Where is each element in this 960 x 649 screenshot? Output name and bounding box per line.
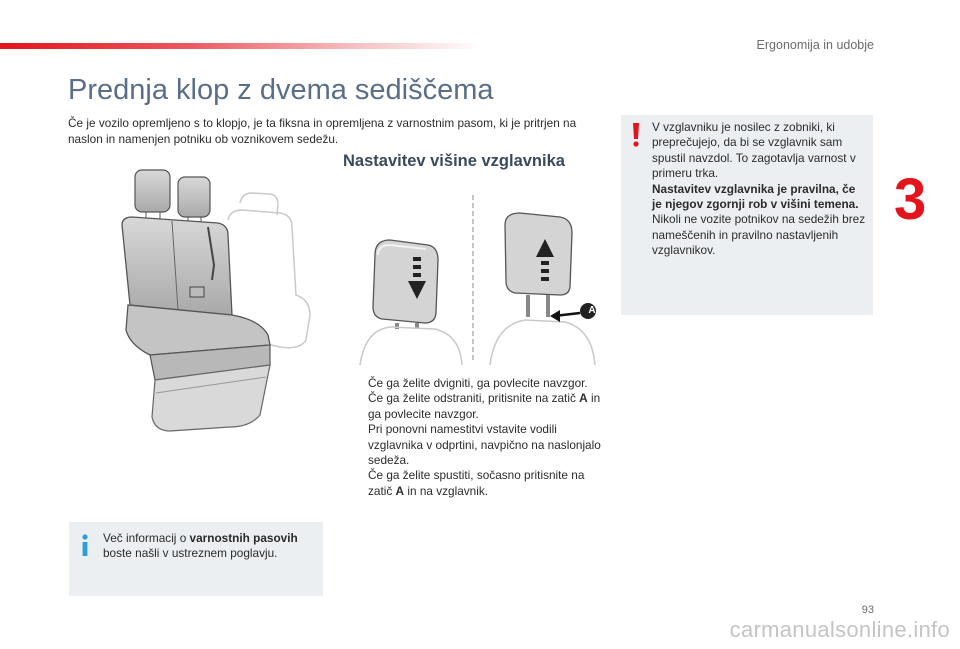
instruction-list [346, 376, 608, 499]
warning-text: V vzglavniku je nosilec z zobniki, ki preprečujejo, da bi se vzglavnik sam spustil navzdol. To zagotavlja varnost v primeru trka. Nastavitev vzglavnika je pravilna, če je njegov zgornji rob v višini temena. Nikoli ne vozite potnikov na sedežih brez nameščenih in pravilno nastavljenih vzglavnikov. [652, 120, 866, 258]
intro-paragraph: Če je vozilo opremljeno s to klopjo, je ta fiksna in opremljena z varnostnim pasom, ki je pritrjen na naslon in namenjen potniku ob voznikovem sedežu. [68, 116, 577, 146]
callout-a-label: A [588, 305, 596, 316]
page-title: Prednja klop z dvema sediščema [68, 74, 494, 106]
bench-seat-illustration [110, 165, 315, 437]
headrest-adjustment-illustration [340, 195, 602, 365]
header-accent-bar [0, 43, 480, 49]
list-item: Če ga želite spustiti, sočasno pritisnite na zatič A in na vzglavnik. [368, 468, 585, 498]
warning-box [621, 115, 873, 315]
list-item: Če ga želite dvigniti, ga povlecite navzgor. [368, 376, 588, 390]
list-item: Če ga želite odstraniti, pritisnite na zatič A in ga povlecite navzgor. [368, 391, 601, 421]
chapter-title: Ergonomija in udobje [756, 38, 874, 52]
exclamation-icon [631, 123, 641, 147]
watermark: carmanualsonline.info [729, 617, 950, 642]
chapter-number: 3 [894, 167, 927, 232]
info-icon [80, 534, 90, 556]
page-number: 93 [861, 604, 874, 616]
info-box [69, 522, 323, 596]
list-item: Pri ponovni namestitvi vstavite vodili vzglavnika v odprtini, navpično na naslonjalo sedeža. [368, 422, 601, 468]
section-subtitle: Nastavitev višine vzglavnika [343, 152, 565, 170]
info-text: Več informacij o varnostnih pasovih boste našli v ustreznem poglavju. [103, 531, 298, 561]
